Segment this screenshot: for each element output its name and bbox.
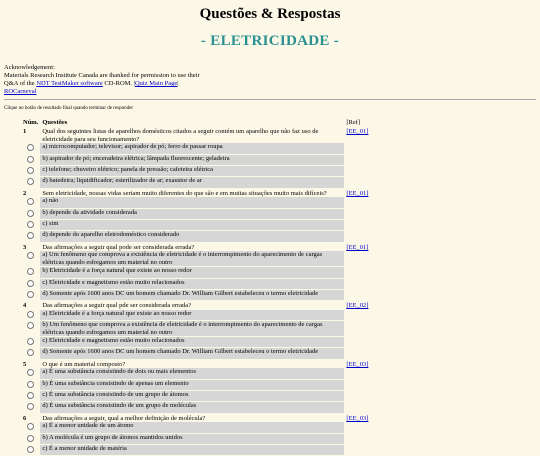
answer-option[interactable] [21, 143, 374, 154]
answer-option[interactable] [21, 310, 374, 321]
answer-text: a) microcomputador; televisor; aspirador de pó; ferro de passar roupa [40, 143, 344, 154]
header-questions: Questões [42, 119, 68, 126]
question-text: Qual dos seguintes listas de aparelhos domésticos citados a seguir contém um aparelho que não faz uso de eletricidade para seu funcionamento? [42, 128, 319, 143]
ack-mid: CD-ROM. | [102, 80, 135, 87]
page-title: Questões & Respostas [199, 6, 341, 22]
answer-spacer [344, 154, 374, 165]
answer-text: b) É uma substância consistindo de apenas um elemento [40, 379, 344, 390]
answer-radio-button[interactable] [27, 403, 34, 410]
answer-spacer [344, 289, 374, 300]
answer-radio-button[interactable] [27, 198, 34, 205]
question-row [21, 242, 374, 251]
answer-radio-cell [21, 220, 40, 231]
answer-text: b) depende da atividade considerada [40, 208, 344, 219]
answer-option[interactable] [21, 336, 374, 347]
ref-link[interactable]: [EE_01] [346, 189, 369, 197]
answer-text: c) Eletricidade e magnetismo estão muito relacionados [40, 278, 344, 289]
question-number: 4 [23, 302, 27, 310]
ack-heading: Acknowledgement: [4, 64, 55, 71]
answer-radio-cell [21, 143, 40, 154]
answer-radio-cell [21, 231, 40, 242]
answer-text: a) Eletricidade é a força natural que existe ao nosso redor [40, 310, 344, 321]
answer-text: a) não [40, 197, 344, 208]
answer-spacer [344, 310, 374, 321]
question-ref [344, 127, 374, 143]
answer-spacer [344, 177, 374, 188]
answer-option[interactable] [21, 166, 374, 177]
answer-option[interactable] [21, 267, 374, 278]
table-header-row [21, 119, 374, 127]
answer-spacer [344, 251, 374, 266]
answer-option[interactable] [21, 208, 374, 219]
answer-spacer [344, 379, 374, 390]
answer-radio-cell [21, 166, 40, 177]
answer-radio-button[interactable] [27, 280, 34, 287]
answer-radio-button[interactable] [27, 446, 34, 453]
answer-text: d) Somente após 1600 anos DC um homem chamado Dr. William Gilbert estabeleceu o termo eletricidade [40, 348, 344, 359]
answer-text: c) sim [40, 220, 344, 231]
question-text: Sem eletricidade, nossas vidas seriam muito diferentes do que são e em muitas situações muito mais difíceis? [42, 189, 327, 197]
answer-text: a) É a menor unidade de um átomo [40, 422, 344, 433]
question-number: 3 [23, 243, 27, 251]
answer-radio-cell [21, 402, 40, 413]
divider [4, 99, 536, 100]
answer-option[interactable] [21, 220, 374, 231]
ref-link[interactable]: [EE_01] [346, 128, 369, 136]
answer-option[interactable] [21, 422, 374, 433]
ack-suffix: | [177, 80, 179, 87]
question-ref [344, 301, 374, 310]
page-subtitle: - ELETRICIDADE - [200, 33, 340, 49]
ack-prefix: Q&A of the [4, 80, 37, 87]
question-ref [344, 359, 374, 368]
question-text: Das afirmações a seguir, qual a melhor definição de molécula? [42, 414, 206, 422]
answer-spacer [344, 433, 374, 444]
answer-text: d) É uma substância consistindo de um grupo de moléculas [40, 402, 344, 413]
answer-radio-cell [21, 321, 40, 337]
ref-link[interactable]: [EE_03] [346, 414, 369, 422]
answer-radio-button[interactable] [27, 291, 34, 298]
question-number: 2 [23, 189, 27, 197]
header-num: Núm. [23, 119, 39, 126]
answer-radio-button[interactable] [27, 369, 34, 376]
answer-spacer [344, 368, 374, 379]
answer-text: b) A molécula é um grupo de átomos mantidos unidos [40, 433, 344, 444]
answer-option[interactable] [21, 231, 374, 242]
answer-radio-button[interactable] [27, 156, 34, 163]
question-number: 5 [23, 360, 27, 368]
answer-radio-button[interactable] [27, 252, 34, 259]
question-ref [344, 242, 374, 251]
answer-spacer [344, 390, 374, 401]
header-ref: [Ref] [346, 119, 361, 126]
answer-spacer [344, 197, 374, 208]
answer-radio-cell [21, 422, 40, 433]
answer-radio-cell [21, 208, 40, 219]
answer-text: d) depende do aparelho eletrodoméstico considerado [40, 231, 344, 242]
answer-radio-button[interactable] [27, 221, 34, 228]
answer-spacer [344, 402, 374, 413]
ref-link[interactable]: [EE_01] [346, 243, 369, 251]
answer-radio-button[interactable] [27, 311, 34, 318]
question-text: Das afirmações a seguir qual pode ser considerada errada? [42, 243, 195, 251]
page [0, 6, 540, 456]
question-row [21, 359, 374, 368]
answer-radio-cell [21, 310, 40, 321]
answer-option[interactable] [21, 154, 374, 165]
answer-option[interactable] [21, 390, 374, 401]
answer-spacer [344, 208, 374, 219]
answer-option[interactable] [21, 289, 374, 300]
answer-text: b) Eletricidade é a força natural que existe ao nosso redor [40, 267, 344, 278]
answer-radio-cell [21, 348, 40, 359]
answer-radio-button[interactable] [27, 435, 34, 442]
answer-radio-cell [21, 251, 40, 266]
answer-radio-button[interactable] [27, 144, 34, 151]
answer-radio-cell [21, 390, 40, 401]
answer-radio-button[interactable] [27, 322, 34, 329]
answer-option[interactable] [21, 177, 374, 188]
answer-text: a) É uma substância consistindo de dois ou mais elementos [40, 368, 344, 379]
answer-radio-button[interactable] [27, 167, 34, 174]
answer-text: c) telefone; chuveiro elétrico; panela de pressão; cafeteira elétrica [40, 166, 344, 177]
answer-text: d) batedeira; liquidificador; esterilizador de ar; exaustor de ar [40, 177, 344, 188]
answer-spacer [344, 231, 374, 242]
answer-option[interactable] [21, 445, 374, 456]
answer-option[interactable] [21, 197, 374, 208]
answer-spacer [344, 166, 374, 177]
question-row [21, 127, 374, 143]
question-row [21, 301, 374, 310]
answer-text: a) Um fenômeno que comprova a existência de eletricidade é o interrompimento do aparecimento de cargas elétricas quando esfregamos um material no outro [40, 251, 344, 266]
ack-text: Materials Research Institute Canada are thanked for permission to use their [4, 72, 200, 79]
answer-radio-button[interactable] [27, 349, 34, 356]
question-ref [344, 413, 374, 422]
questions-table [21, 119, 374, 456]
answer-radio-cell [21, 445, 40, 456]
ndt-testmaker-link[interactable]: NDT TestMaker software [36, 80, 103, 87]
ack-links-line [4, 80, 536, 88]
answer-radio-cell [21, 289, 40, 300]
answer-radio-button[interactable] [27, 381, 34, 388]
question-row [21, 188, 374, 197]
rocarneval-link[interactable]: ROCarneval [4, 88, 37, 95]
answer-text: c) Eletricidade e magnetismo estão muito relacionados [40, 336, 344, 347]
answer-spacer [344, 445, 374, 456]
answer-radio-cell [21, 154, 40, 165]
answer-text: c) É uma substância consistindo de um grupo de átomos [40, 390, 344, 401]
answer-radio-button[interactable] [27, 210, 34, 217]
instruction-text: Clique no botão de resultado final quando terminar de responder [4, 106, 133, 111]
answer-radio-button[interactable] [27, 232, 34, 239]
answer-radio-button[interactable] [27, 338, 34, 345]
answer-option[interactable] [21, 379, 374, 390]
question-text: O que é um material composto? [42, 360, 126, 368]
answer-spacer [344, 336, 374, 347]
answer-radio-button[interactable] [27, 423, 34, 430]
answer-spacer [344, 422, 374, 433]
answer-text: b) aspirador de pó; enceradeira elétrica; lâmpada fluorescente; geladeira [40, 154, 344, 165]
answer-option[interactable] [21, 433, 374, 444]
answer-option[interactable] [21, 278, 374, 289]
answer-radio-cell [21, 267, 40, 278]
answer-text: c) É a menor unidade de matéria [40, 445, 344, 456]
question-number: 1 [23, 128, 27, 136]
answer-option[interactable] [21, 402, 374, 413]
answer-spacer [344, 321, 374, 337]
answer-option[interactable] [21, 321, 374, 337]
answer-spacer [344, 220, 374, 231]
ref-link[interactable]: [EE_03] [346, 360, 369, 368]
answer-spacer [344, 143, 374, 154]
acknowledgement [4, 64, 536, 96]
answer-radio-cell [21, 197, 40, 208]
answer-spacer [344, 348, 374, 359]
answer-text: b) Um fenômeno que comprova a existência de eletricidade é o interrompimento do aparecimento de cargas elétricas quando esfregamos um material no outro [40, 321, 344, 337]
answer-radio-button[interactable] [27, 268, 34, 275]
answer-radio-cell [21, 177, 40, 188]
question-number: 6 [23, 414, 27, 422]
quiz-main-page-link[interactable]: Quiz Main Page [134, 80, 178, 87]
ref-link[interactable]: [EE_02] [346, 302, 369, 310]
answer-spacer [344, 267, 374, 278]
answer-radio-cell [21, 433, 40, 444]
answer-option[interactable] [21, 348, 374, 359]
answer-text: d) Somente após 1600 anos DC um homem chamado Dr. William Gilbert estabeleceu o termo eletricidade [40, 289, 344, 300]
answer-radio-button[interactable] [27, 392, 34, 399]
question-text: Das afirmações a seguir qual pde ser considerada errada? [42, 302, 192, 310]
answer-option[interactable] [21, 251, 374, 266]
answer-option[interactable] [21, 368, 374, 379]
question-ref [344, 188, 374, 197]
answer-radio-cell [21, 336, 40, 347]
answer-radio-cell [21, 368, 40, 379]
answer-radio-button[interactable] [27, 178, 34, 185]
question-row [21, 413, 374, 422]
answer-spacer [344, 278, 374, 289]
answer-radio-cell [21, 278, 40, 289]
answer-radio-cell [21, 379, 40, 390]
